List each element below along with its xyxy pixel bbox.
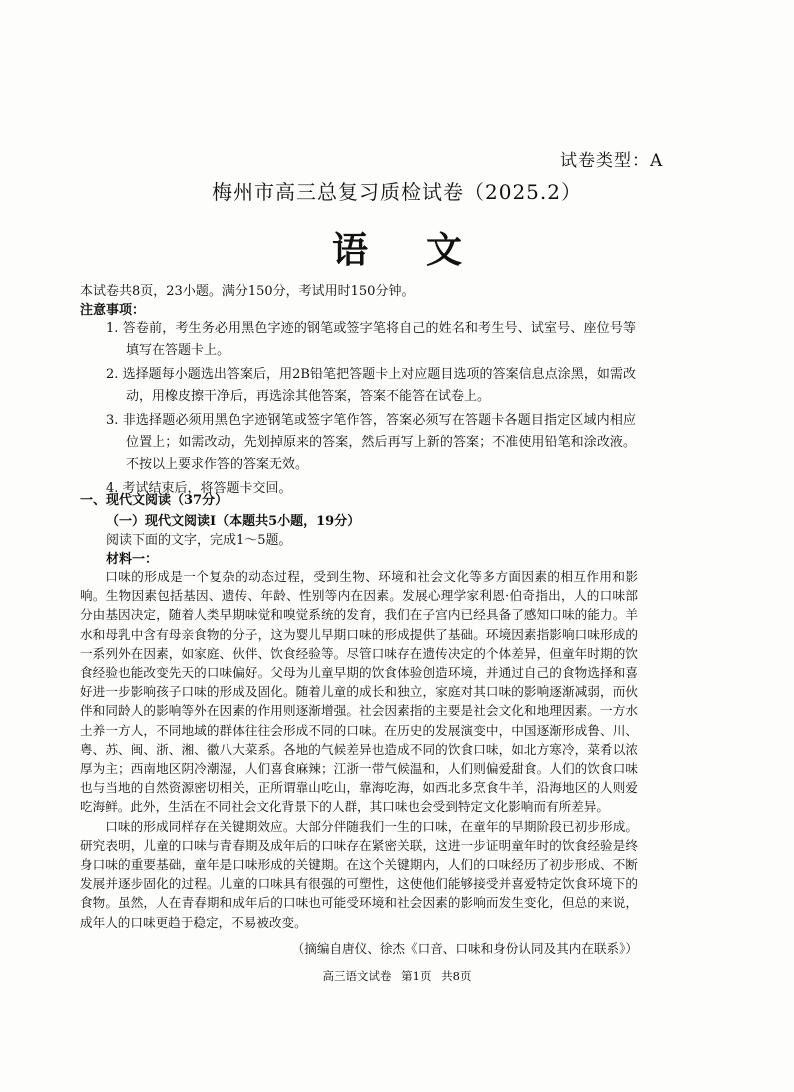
reading-instruction: 阅读下面的文字，完成1～5题。 (106, 533, 292, 548)
notes-item: 4. 考试结束后，将答题卡交回。 (106, 481, 292, 496)
notes-item: 1. 答卷前，考生务必用黑色字迹的钢笔或签字笔将自己的姓名和考生号、试室号、座位号等填写在答题卡上。 (106, 321, 636, 358)
notes-list (106, 318, 636, 502)
material-body (80, 567, 638, 932)
material-paragraph: 口味的形成是一个复杂的动态过程，受到生物、环境和社会文化等多方面因素的相互作用和影响。生物因素包括基因、遗传、年龄、性别等内在因素。发展心理学家利恩·伯奇指出，人的口味部分由基因决定，随着人类早期味觉和嗅觉系统的发育，我们在子宫内已经具备了感知口味的能力。羊水和母乳中含有母亲食物的分子，这为婴儿早期口味的形成提供了基础。环境因素指影响口味形成的一系列外在因素，如家庭、伙伴、饮食经验等。尽管口味存在遗传决定的个体差异，但童年时期的饮食经验也能改变先天的口味偏好。父母为儿童早期的饮食体验创造环境，并通过自己的食物选择和喜好进一步影响孩子口味的形成及固化。随着儿童的成长和独立，家庭对其口味的影响逐渐减弱，而伙伴和同龄人的影响等外在因素的作用则逐渐增强。社会因素指的主要是社会文化和地理因素。一方水土养一方人，不同地域的群体往往会形成不同的口味。在历史的发展演变中，中国逐渐形成鲁、川、粤、苏、闽、浙、湘、徽八大菜系。各地的气候差异也造成不同的饮食口味，如北方寒冷，菜肴以浓厚为主；西南地区阴冷潮湿，人们喜食麻辣；江浙一带气候温和，人们则偏爱甜食。人们的饮食口味也与当地的自然资源密切相关，正所谓靠山吃山，靠海吃海，如西北多烹食牛羊，沿海地区的人则爱吃海鲜。此外，生活在不同社会文化背景下的人群，其口味也会受到特定文化影响而有所差异。 (80, 569, 638, 815)
page-footer: 高三语文试卷 第1页 共8页 (322, 969, 472, 983)
material-label: 材料一： (106, 552, 159, 567)
notes-heading: 注意事项： (80, 303, 146, 318)
exam-intro: 本试卷共8页，23小题。满分150分，考试用时150分钟。 (80, 284, 415, 299)
notes-item: 3. 非选择题必须用黑色字迹钢笔或签字笔作答，答案必须写在答题卡各题目指定区域内相应位置上；如需改动，先划掉原来的答案，然后再写上新的答案；不准使用铅笔和涂改液。不按以上要求作答的答案无效。 (106, 413, 636, 472)
section-title: 一、现代文阅读（37分） (80, 493, 229, 508)
subject-title: 语文 (331, 229, 520, 271)
subsection-title: （一）现代文阅读Ⅰ（本题共5小题，19分） (106, 514, 361, 529)
material-source: （摘编自唐仪、徐杰《口音、口味和身份认同及其内在联系》） (291, 941, 638, 956)
material-paragraph: 口味的形成同样存在关键期效应。大部分伴随我们一生的口味，在童年的早期阶段已初步形成。研究表明，儿童的口味与青春期及成年后的口味存在紧密关联，这进一步证明童年时的饮食经验是终身口味的重要基础，童年是口味形成的关键期。在这个关键期内，人们的口味经历了初步形成、不断发展并逐步固化的过程。儿童的口味具有很强的可塑性，这使他们能够接受并喜爱特定饮食环境下的食物。虽然，人在青春期和成年后的口味也可能受环境和社会因素的影响而发生变化，但总的来说，成年人的口味更趋于稳定，不易被改变。 (80, 818, 638, 930)
exam-title: 梅州市高三总复习质检试卷（2025.2） (212, 180, 582, 204)
paper-type-label: 试卷类型：A (560, 151, 664, 171)
notes-item: 2. 选择题每小题选出答案后，用2B铅笔把答题卡上对应题目选项的答案信息点涂黑，如需改动，用橡皮擦干净后，再选涂其他答案，答案不能答在试卷上。 (106, 367, 636, 404)
